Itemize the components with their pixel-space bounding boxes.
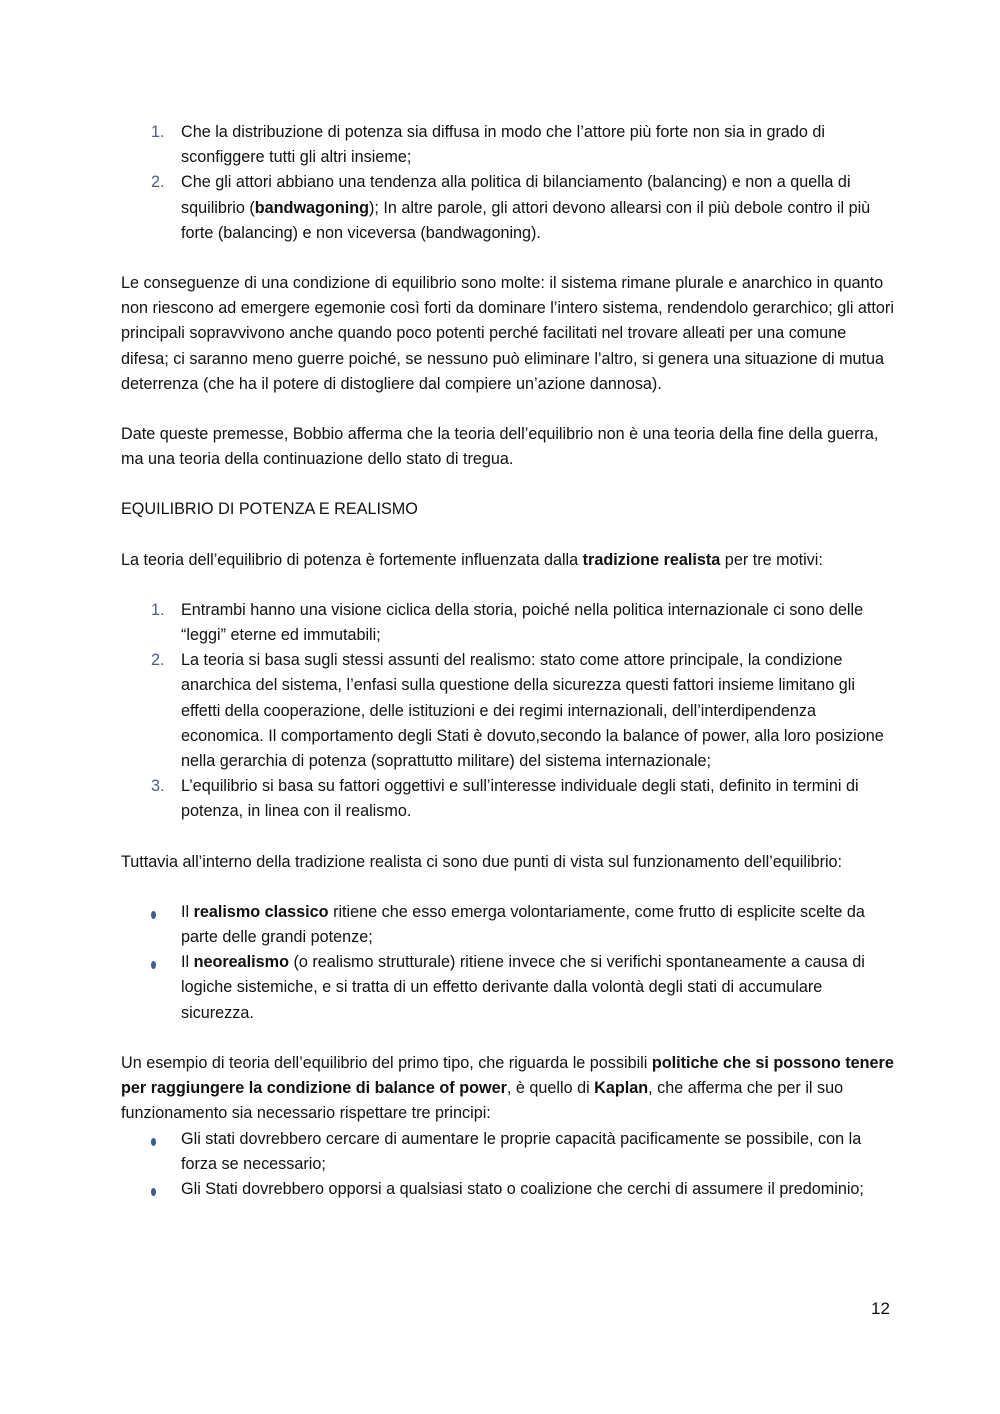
- paragraph-bobbio: Date queste premesse, Bobbio afferma che la teoria dell’equilibrio non è una teoria della fine della guerra, ma una teoria della continuazione dello stato di tregua.: [121, 425, 879, 469]
- list-number: 1.: [151, 600, 165, 619]
- list-item-text: [181, 777, 859, 820]
- list-item-text: [181, 601, 863, 644]
- list-item: [121, 598, 896, 648]
- numbered-list-conditions: [121, 120, 896, 246]
- bullet-list-principles: [121, 1127, 896, 1203]
- list-number: 2.: [151, 173, 165, 192]
- page-content: [121, 120, 896, 1227]
- bullet-icon: [151, 961, 156, 969]
- text-run: Gli Stati dovrebbero opporsi a qualsiasi stato o coalizione che cerchi di assumere il predominio;: [181, 1179, 864, 1198]
- paragraph-realist-tradition: [121, 548, 896, 573]
- text-run: ); In altre parole, gli attori devono allearsi con il più debole contro il più forte (balancing) e non viceversa (bandwagoning).: [181, 198, 871, 242]
- unordered-list: [121, 1127, 896, 1203]
- list-item: [121, 120, 896, 170]
- list-item: [121, 774, 896, 824]
- text-run: Che gli attori abbiano una tendenza alla politica di bilanciamento (balancing) e non a quella di squilibrio (: [181, 173, 851, 217]
- text-run: , è quello di: [506, 1079, 595, 1098]
- list-item: [121, 1127, 896, 1177]
- list-number: 3.: [151, 777, 165, 796]
- list-number: 1.: [151, 123, 165, 141]
- bold-text: tradizione realista: [582, 550, 721, 569]
- bold-text: Kaplan: [594, 1079, 649, 1098]
- text-run: Il: [181, 902, 194, 921]
- ordered-list: [121, 120, 896, 246]
- bold-text: bandwagoning: [254, 198, 369, 217]
- list-item: [121, 900, 896, 950]
- text-run: Gli stati dovrebbero cercare di aumentare le proprie capacità pacificamente se possibile, con la forza se necessario;: [181, 1129, 862, 1173]
- list-item-text: [181, 953, 865, 1021]
- bullet-icon: [151, 1188, 156, 1196]
- text-run: Un esempio di teoria dell’equilibrio del primo tipo, che riguarda le possibili: [121, 1053, 652, 1072]
- section-heading: EQUILIBRIO DI POTENZA E REALISMO: [121, 500, 418, 519]
- text-run: Il: [181, 953, 194, 972]
- text-run: L’equilibrio si basa su fattori oggettivi e sull’interesse individuale degli stati, definito in termini di potenza, in linea con il realismo.: [181, 777, 859, 821]
- bullet-icon: [151, 1138, 156, 1146]
- text-run: Entrambi hanno una visione ciclica della storia, poiché nella politica internazionale ci sono delle “leggi” eterne ed immutabili;: [181, 600, 864, 645]
- list-number: 2.: [151, 651, 165, 670]
- list-item: [121, 950, 896, 1026]
- bold-text: neorealismo: [193, 953, 289, 972]
- list-item: [121, 170, 896, 246]
- unordered-list: [121, 900, 896, 1026]
- text-run: per tre motivi:: [720, 550, 823, 569]
- list-item: [121, 1177, 896, 1202]
- bullet-icon: [151, 911, 156, 919]
- paragraph-consequences: Le conseguenze di una condizione di equilibrio sono molte: il sistema rimane plurale e anarchico in quanto non riescono ad emergere egemonie così forti da dominare l’intero sistema, rendendolo gerarchico; gli attori principali sopravvivono anche quando poco potenti perché facilitati nel trovare alleati per una comune difesa; ci saranno meno guerre poiché, se nessuno può eliminare l’altro, si genera una situazione di mutua deterrenza (che ha il potere di distogliere dal compiere un’azione dannosa).: [121, 274, 894, 393]
- list-item-text: [181, 173, 870, 241]
- list-item-text: [181, 1180, 864, 1198]
- list-item-text: [181, 651, 884, 770]
- bold-text: realismo classico: [193, 902, 329, 921]
- ordered-list: [121, 598, 896, 825]
- list-item-text: [181, 123, 825, 166]
- numbered-list-motives: [121, 598, 896, 825]
- text-run: , che afferma che per il suo funzionamento sia necessario rispettare tre principi:: [121, 1079, 844, 1123]
- bold-text: politiche che si possono tenere per raggiungere la condizione di balance of power: [121, 1053, 894, 1098]
- text-run: ritiene che esso emerga volontariamente, come frutto di esplicite scelte da parte delle grandi potenze;: [181, 902, 865, 947]
- paragraph-kaplan: [121, 1051, 896, 1127]
- list-item-text: [181, 903, 865, 946]
- list-item: [121, 648, 896, 774]
- text-run: La teoria si basa sugli stessi assunti del realismo: stato come attore principale, la condizione anarchica del sistema, l’enfasi sulla questione della sicurezza questi fattori insieme limitano gli effetti della cooperazione, delle istituzioni e dei regimi internazionali, dell’interdipendenza economica. Il comportamento degli Stati è dovuto,secondo la balance of power, alla loro posizione nella gerarchia di potenza (soprattutto militare) del sistema internazionale;: [181, 651, 884, 771]
- page-number: 12: [871, 1299, 890, 1318]
- bullet-list-viewpoints: [121, 900, 896, 1026]
- text-run: La teoria dell’equilibrio di potenza è fortemente influenzata dalla: [121, 550, 583, 569]
- text-run: Che la distribuzione di potenza sia diffusa in modo che l’attore più forte non sia in grado di sconfiggere tutti gli altri insieme;: [181, 123, 825, 167]
- text-run: (o realismo strutturale) ritiene invece che si verifichi spontaneamente a causa di logiche sistemiche, e si tratta di un effetto derivante dalla volontà degli stati di accumulare sicurezza.: [181, 953, 865, 1022]
- list-item-text: [181, 1130, 861, 1173]
- paragraph-viewpoints: Tuttavia all’interno della tradizione realista ci sono due punti di vista sul funzionamento dell’equilibrio:: [121, 852, 843, 871]
